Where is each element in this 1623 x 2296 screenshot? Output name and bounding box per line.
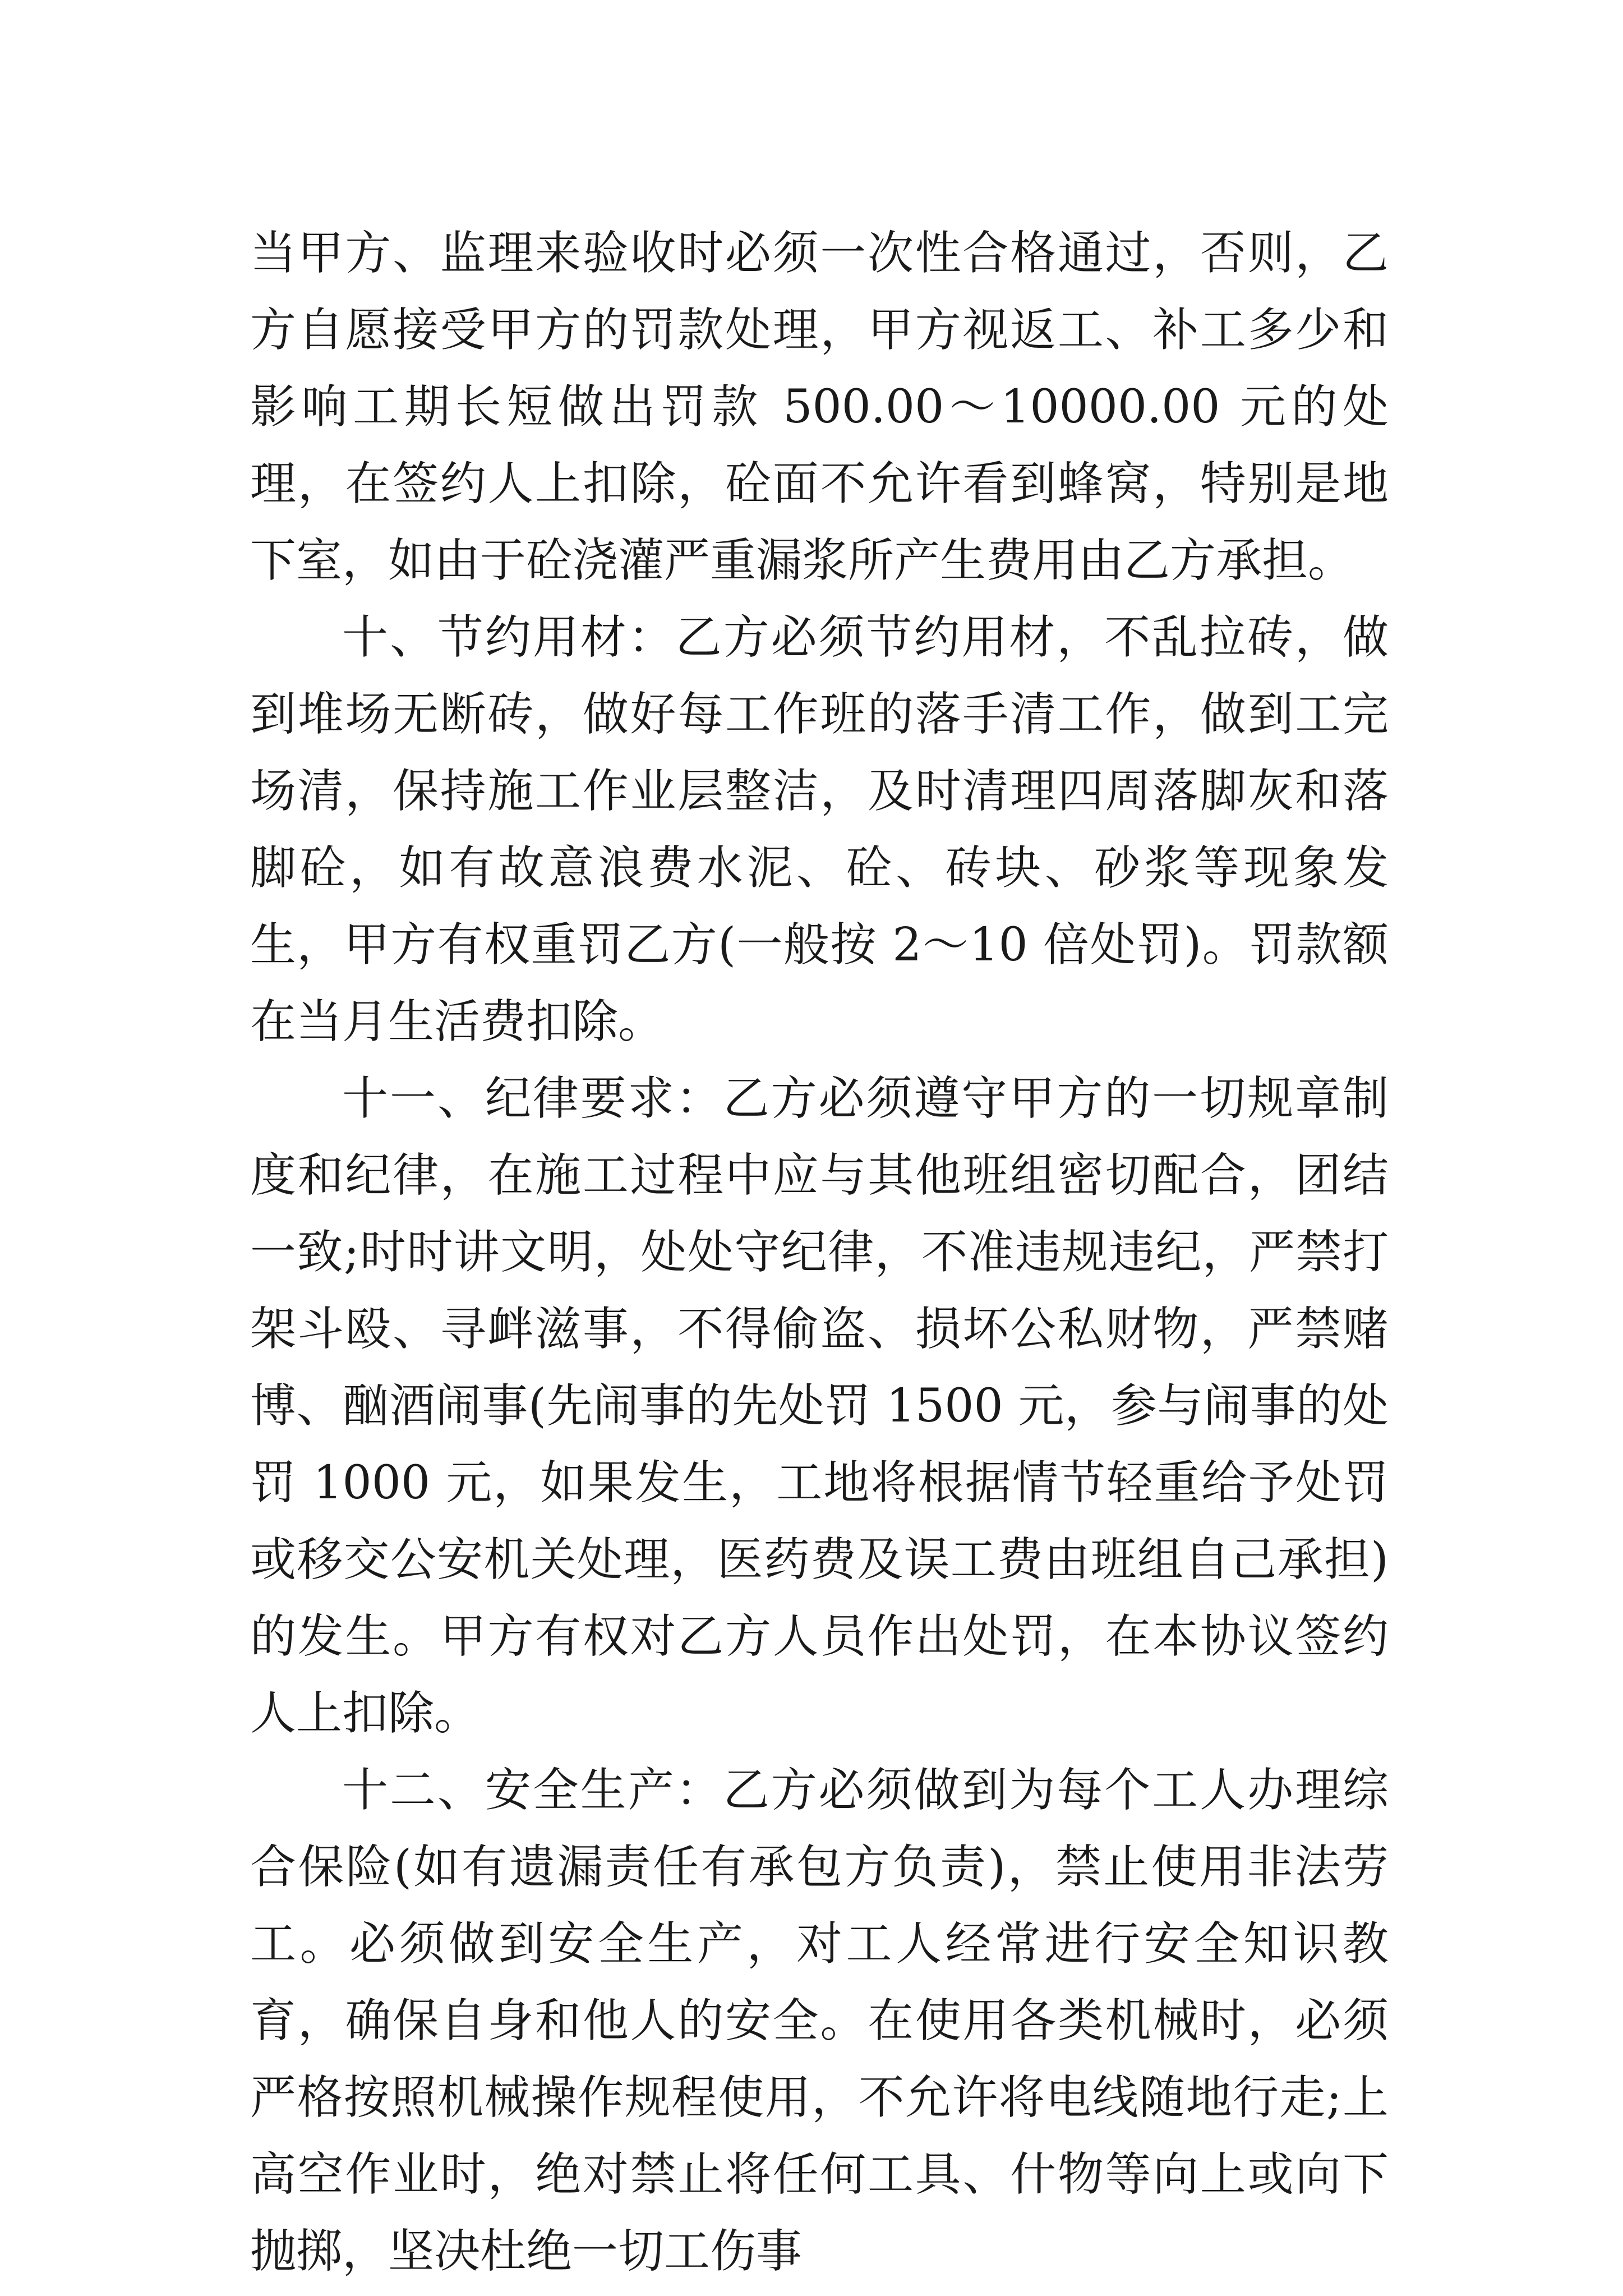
paragraph-clause-11: 十一、纪律要求：乙方必须遵守甲方的一切规章制度和纪律，在施工过程中应与其他班组密切配合，团结一致;时时讲文明，处处守纪律，不准违规违纪，严禁打架斗殴、寻衅滋事，不得偷盗、损坏公私财物，严禁赌博、酗酒闹事(先闹事的先处罚 1500 元，参与闹事的处罚 1000 元，如果发生，工地将根据情节轻重给予处罚或移交公安机关处理，医药费及误工费由班组自己承担)的发生。甲方有权对乙方人员作出处罚，在本协议签约人上扣除。 [250,1072,1389,1740]
paragraph-clause-12: 十二、安全生产：乙方必须做到为每个工人办理综合保险(如有遗漏责任有承包方负责)，禁止使用非法劳工。必须做到安全生产，对工人经常进行安全知识教育，确保自身和他人的安全。在使用各类机械时，必须严格按照机械操作规程使用，不允许将电线随地行走;上高空作业时，绝对禁止将任何工具、什物等向上或向下抛掷，坚决杜绝一切工伤事 [250,1764,1389,2278]
paragraph-continued: 当甲方、监理来验收时必须一次性合格通过，否则，乙方自愿接受甲方的罚款处理，甲方视返工、补工多少和影响工期长短做出罚款 500.00～10000.00 元的处理，在签约人上扣除，砼面不允许看到蜂窝，特别是地下室，如由于砼浇灌严重漏浆所产生费用由乙方承担。 [250,227,1389,587]
paragraph-clause-10: 十、节约用材：乙方必须节约用材，不乱拉砖，做到堆场无断砖，做好每工作班的落手清工作，做到工完场清，保持施工作业层整洁，及时清理四周落脚灰和落脚砼，如有故意浪费水泥、砼、砖块、砂浆等现象发生，甲方有权重罚乙方(一般按 2～10 倍处罚)。罚款额在当月生活费扣除。 [250,611,1389,1048]
document-body [250,215,1389,2290]
